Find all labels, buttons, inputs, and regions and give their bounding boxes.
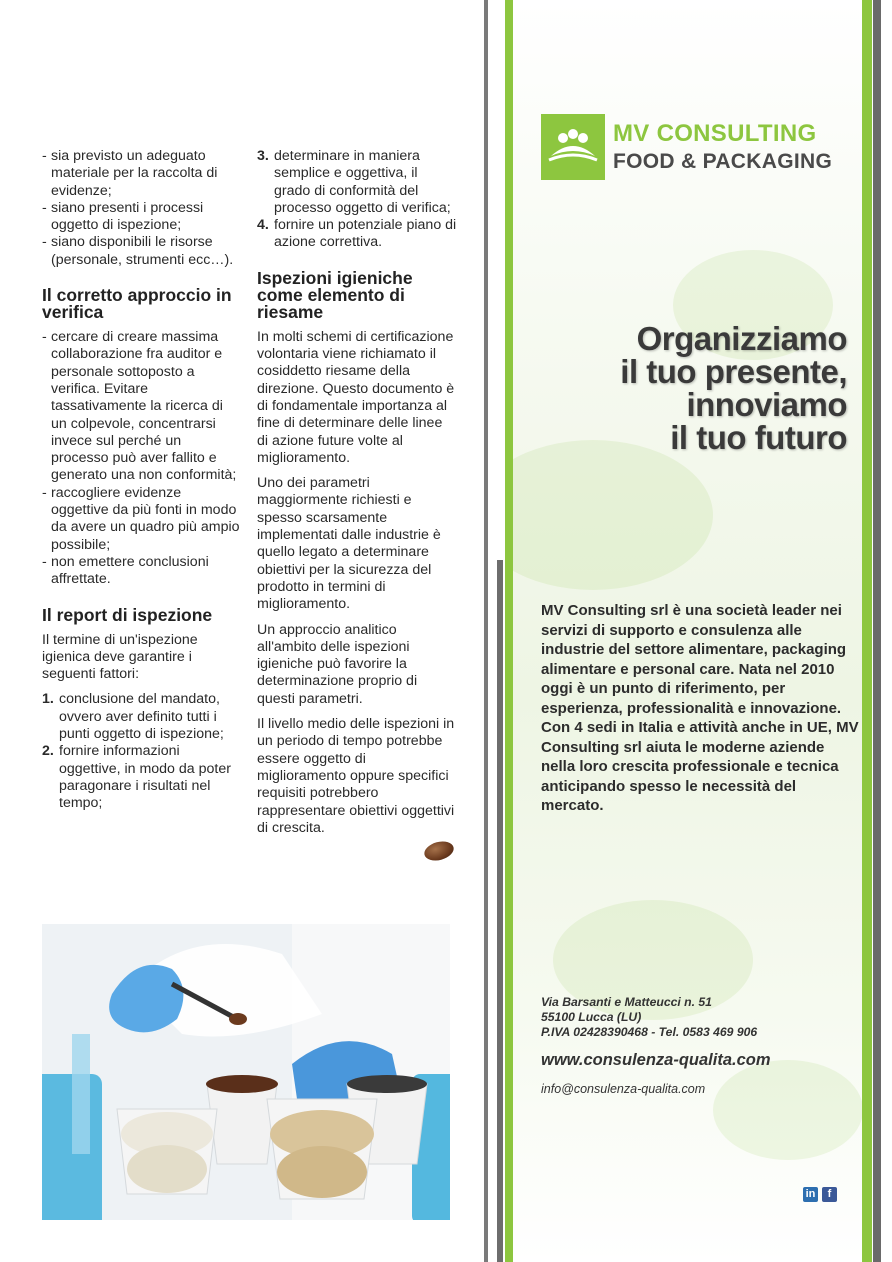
list-item: - siano disponibili le risorse (personale, strumenti ecc…). bbox=[42, 234, 242, 269]
item-number: 2. bbox=[42, 743, 54, 760]
report-intro: Il termine di un'ispezione igienica deve garantire i seguenti fattori: bbox=[42, 631, 198, 683]
paragraph: Il livello medio delle ispezioni in un periodo di tempo potrebbe essere oggetto di miglioramento oppure specifici requisiti potrebbero rappresentare obiettivi oggettivi di crescita. bbox=[257, 716, 455, 836]
item-number: 1. bbox=[42, 691, 54, 708]
list-item bbox=[257, 148, 457, 217]
list-item bbox=[42, 691, 242, 743]
social-links bbox=[803, 1187, 837, 1202]
vat-phone-line: P.IVA 02428390468 - Tel. 0583 469 906 bbox=[541, 1025, 758, 1039]
item-number: 3. bbox=[257, 148, 269, 164]
heading-review: Ispezioni igieniche come elemento di riesame bbox=[257, 267, 413, 322]
gray-stripe-right bbox=[873, 0, 881, 1262]
list-item: - sia previsto un adeguato materiale per la raccolta di evidenze; bbox=[42, 148, 242, 200]
linkedin-icon[interactable]: in bbox=[803, 1187, 818, 1202]
item-number: 4. bbox=[257, 217, 269, 234]
brand-logo bbox=[541, 114, 861, 180]
address-line: Via Barsanti e Matteucci n. 51 bbox=[541, 995, 712, 1009]
list-item: - siano presenti i processi oggetto di ispezione; bbox=[42, 200, 242, 235]
contact-block bbox=[541, 995, 859, 1096]
heading-approach: Il corretto approccio in verifica bbox=[42, 285, 232, 323]
report-list bbox=[42, 691, 242, 812]
heading-report: Il report di ispezione bbox=[42, 604, 213, 625]
lab-photo bbox=[42, 924, 450, 1220]
people-leaf-icon bbox=[541, 114, 605, 180]
lab-illustration bbox=[42, 924, 450, 1220]
item-text: determinare in maniera semplice e oggettiva, il grado di conformità del processo oggetto di verifica; bbox=[274, 148, 451, 216]
slogan bbox=[540, 322, 847, 454]
green-stripe-left bbox=[505, 0, 513, 1262]
website-link[interactable]: www.consulenza-qualita.com bbox=[541, 1051, 771, 1069]
facebook-icon[interactable]: f bbox=[822, 1187, 837, 1202]
brand-tagline: FOOD & PACKAGING bbox=[613, 150, 833, 173]
item-text: conclusione del mandato, ovvero aver definito tutti i punti oggetto di ispezione; bbox=[59, 691, 224, 743]
slogan-line: innoviamo bbox=[686, 386, 847, 423]
email-link[interactable]: info@consulenza-qualita.com bbox=[541, 1082, 706, 1096]
green-stripe-right bbox=[862, 0, 872, 1262]
leaf-decoration bbox=[513, 440, 713, 590]
paragraph: In molti schemi di certificazione volontaria viene richiamato il cosiddetto riesame della direzione. Questo documento è di fondamentale importanza al fine di determinare delle linee di azione future volte al miglioramento. bbox=[257, 328, 455, 466]
logo-mark bbox=[541, 114, 605, 180]
page-fold-divider bbox=[484, 0, 488, 1262]
gray-stripe-left bbox=[497, 560, 503, 1262]
brand-name: MV CONSULTING bbox=[613, 120, 817, 147]
report-list-continued bbox=[257, 148, 457, 252]
paragraph: Uno dei parametri maggiormente richiesti e spesso scarsamente implementati dalle industrie è quello legato a determinare obiettivi per la sicurezza del prodotto in termini di miglioramento. bbox=[257, 475, 441, 613]
item-text: fornire informazioni oggettive, in modo da poter paragonare i risultati nel tempo; bbox=[59, 743, 231, 812]
list-item: - non emettere conclusioni affrettate. bbox=[42, 554, 242, 589]
requirements-list bbox=[42, 148, 242, 269]
company-description: MV Consulting srl è una società leader nei servizi di supporto e consulenza alle industrie del settore alimentare, packaging alimentare e personal care. Nata nel 2010 oggi è un punto di riferimento, per esperienza, professionalità e innovazione. Con 4 sedi in Italia e attività anche in UE, MV Consulting srl aiuta le moderne aziende nella loro crescita professionale e tecnica anticipando spesso le necessità del mercato. bbox=[541, 602, 859, 814]
list-item bbox=[257, 217, 457, 252]
slogan-line: il tuo presente, bbox=[620, 353, 847, 390]
text-column-2 bbox=[257, 148, 457, 845]
list-item: - raccogliere evidenze oggettive da più fonti in modo da avere un quadro più ampio possibile; bbox=[42, 485, 242, 554]
slogan-line: Organizziamo bbox=[636, 320, 847, 357]
slogan-line: il tuo futuro bbox=[670, 419, 847, 456]
item-text: fornire un potenziale piano di azione correttiva. bbox=[274, 217, 457, 251]
list-item: - cercare di creare massima collaborazione fra auditor e personale sottoposto a verifica. Evitare tassativamente la ricerca di un colpevole, concentrarsi invece sul perché un processo può aver fallito e generato una non conformità; bbox=[42, 329, 242, 485]
list-item bbox=[42, 743, 242, 812]
address-line: 55100 Lucca (LU) bbox=[541, 1010, 642, 1024]
paragraph: Un approccio analitico all'ambito delle ispezioni igieniche può favorire la determinazione proprio di questi parametri. bbox=[257, 621, 418, 707]
text-column-1 bbox=[42, 148, 242, 821]
approach-list bbox=[42, 329, 242, 588]
